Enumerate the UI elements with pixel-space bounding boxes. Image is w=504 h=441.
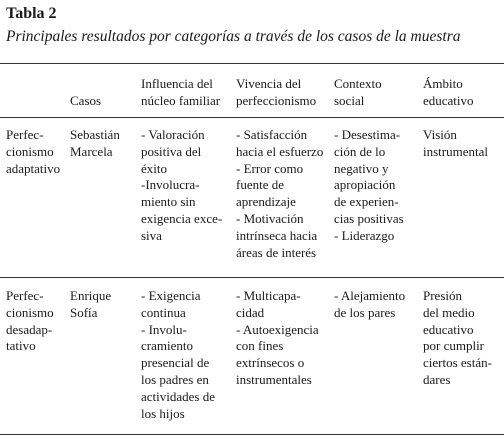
header-casos: Casos bbox=[70, 93, 102, 108]
row2-category: Perfec- cionismo desadap- tativo bbox=[6, 288, 54, 354]
row1-family: - Valoración positiva del éxito -Involucra- miento sin exigencia exce- siva bbox=[141, 127, 223, 243]
row2-social: - Alejamiento de los pares bbox=[334, 288, 406, 320]
table-subtitle: Principales resultados por categorías a través de los casos de la muestra bbox=[6, 28, 461, 45]
bottom-rule bbox=[0, 434, 504, 435]
row2-perfectionism: - Multicapa- cidad - Autoexigencia con fines extrínsecos o instrumentales bbox=[236, 288, 319, 387]
table-title: Tabla 2 bbox=[6, 5, 57, 22]
row2-family: - Exigencia continua - Involu- cramiento presencial de los padres en actividades de los hijos bbox=[141, 288, 215, 421]
row2-educational: Presión del medio educativo por cumplir ciertos están- dares bbox=[423, 288, 492, 387]
row1-educational: Visión instrumental bbox=[423, 127, 488, 159]
header-rule bbox=[0, 117, 504, 118]
row-divider bbox=[0, 277, 504, 278]
row2-cases: Enrique Sofía bbox=[70, 288, 112, 320]
header-contexto: Contexto social bbox=[334, 76, 382, 108]
header-influencia: Influencia del núcleo familiar bbox=[141, 76, 221, 108]
header-vivencia: Vivencia del perfeccionismo bbox=[236, 76, 317, 108]
top-rule bbox=[0, 63, 504, 64]
row1-cases: Sebastián Marcela bbox=[70, 127, 120, 159]
row1-category: Perfec- cionismo adaptativo bbox=[6, 127, 61, 176]
row1-social: - Desestima- ción de lo negativo y apropiación de experien- cias positivas - Liderazgo bbox=[334, 127, 404, 243]
row1-perfectionism: - Satisfacción hacia el esfuerzo - Error como fuente de aprendizaje - Motivación intrínseca hacia áreas de interés bbox=[236, 127, 324, 260]
header-ambito: Ámbito educativo bbox=[423, 76, 474, 108]
